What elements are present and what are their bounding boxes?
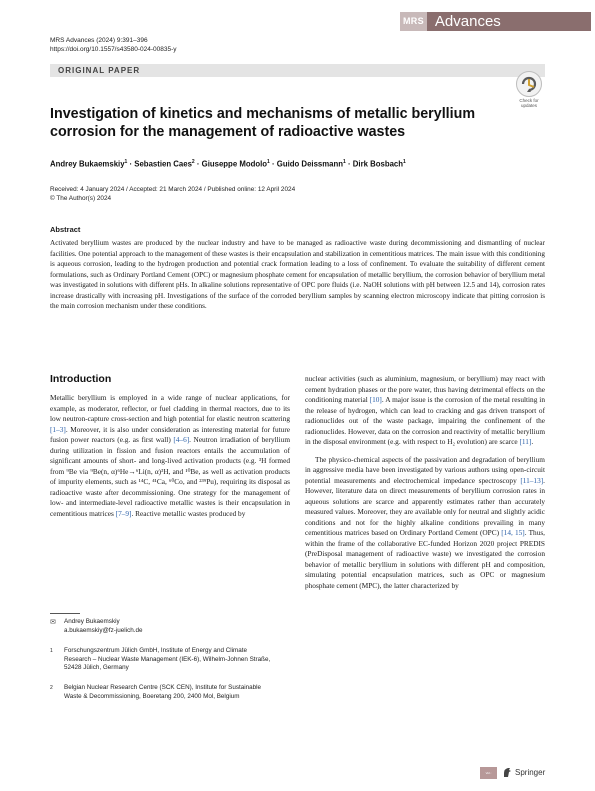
citation-link[interactable]: [7–9] [115,508,132,518]
brand-mrs: MRS [400,12,427,31]
abstract-heading: Abstract [50,225,81,234]
affiliation-text: Forschungszentrum Jülich GmbH, Institute of Energy and Climate Research – Nuclear Waste Management (IEK-6), Wilhelm-Johnen Straße, 52428 Jülich, Germany [64,647,271,671]
paper-title: Investigation of kinetics and mechanisms of metallic beryllium corrosion for the management of radioactive wastes [50,106,476,140]
author-name[interactable]: Sebastien Caes [134,159,192,169]
footnote-divider [50,613,80,614]
paragraph: nuclear activities (such as aluminium, magnesium, or beryllium) may react with cement hydration phases or the pore water, thus having detrimental effects on the conditioning material [10]. A major issue is the corrosion of the metal resulting in the release of hydrogen, which can lead to cracking and gas driven transport of radionuclides out of the waste package, impairing the confinement of the radionuclides. However, data on the corrosion and reactivity of metallic beryllium in the disposal environment (e.g. with respect to H₂ evolution) are scarce [11]. [305,374,545,446]
correspondence [64,618,143,635]
citation-link[interactable]: [14, 15] [501,528,525,537]
author-name[interactable]: Guido Deissmann [276,159,344,169]
doi-link[interactable]: https://doi.org/10.1557/s43580-024-00835-y [50,46,177,53]
journal-brand-logo [400,12,591,31]
copyright: © The Author(s) 2024 [50,194,112,202]
section-tag: ORIGINAL PAPER [58,66,141,75]
check-for-updates-label[interactable]: Check for updates [519,98,539,108]
body-column-left [50,393,290,519]
correspondent-email[interactable]: a.bukaemskiy@fz-juelich.de [64,626,143,634]
publisher-logo [502,766,545,779]
brand-advances: Advances [427,12,591,31]
springer-horse-icon [502,767,512,778]
affiliation-number: 1 [50,648,53,654]
citation-link[interactable]: [1–3] [50,424,66,434]
publisher-name: Springer [515,768,546,777]
author-list: Andrey Bukaemskiy$^1$ · Sebastien Caes$^2$ · Giuseppe Modolo$^1$ · Guido Deissmann$^1$ · Dirk Bosbach$^1$ [50,159,406,169]
citation-link[interactable]: [10] [369,395,382,404]
abstract-text: Activated beryllium wastes are produced by the nuclear industry and have to be managed as radioactive waste during decommissioning and dismantling of nuclear facilities. One potential approach to the management of these wastes is their encapsulation and stabilization in cementitious matrices. The main issue with this conditioning is aqueous corrosion, leading to the hydrogen production and potential crack formation leading to a loss of confinement. To evaluate the suitability of different cement formulations, such as Ordinary Portland Cement (OPC) or magnesium phosphate cement for encapsulation of metallic beryllium, the corrosion behavior of beryllium metal was investigated in solutions with different pHs. In alkaline solutions representative of OPC pore fluids (i.e. NaOH solutions with pH between 12.5 and 14), corrosion rates increase drastically with increasing pH. Investigations of the surface of the corroded beryllium samples by scanning electron microscopy indicate that pitting corrosion is the main corrosion mechanism under these conditions. [50,239,545,310]
introduction-heading: Introduction [50,373,112,385]
author-name[interactable]: Giuseppe Modolo [201,159,268,169]
page-volume-label: Vol.:(0123456789) [480,771,499,787]
author-name[interactable]: Dirk Bosbach [352,159,404,169]
paragraph: Metallic beryllium is employed in a wide range of nuclear applications, for example, as moderator, reflector, or fuel cladding in thermal reactors, due to its low neutron-capture cross-section and high potential for elastic neutron scattering [1–3]. Moreover, it is also under consideration as interesting material for future fusion power reactors (e.g. as first wall) [4–6]. Neutron irradiation of beryllium during utilization in fission and fusion reactors entails the accumulation of significant amounts of short- and long-lived activation products (e.g. ³H formed from ⁹Be via ⁹Be(n, α)⁶He→⁶Li(n, α)³H, and ¹⁰Be, as well as activation products of impurity elements, such as ¹⁴C, ⁴¹Ca, ⁶⁰Co, and ²³⁹Pu), requiring its disposal as radioactive waste after decommissioning. One strategy for the management of low- and intermediate-level radioactive metallic wastes is their encapsulation in cementitious matrices [7–9]. Reactive metallic wastes produced by [50,393,291,518]
body-column-right [305,374,545,591]
affiliation-number: 2 [50,685,53,691]
affiliation-text: Belgian Nuclear Research Centre (SCK CEN), Institute for Sustainable Waste & Decommissioning, Boeretang 200, 2400 Mol, Belgium [64,684,262,700]
journal-citation: MRS Advances (2024) 9:391–396 [50,37,148,44]
correspondent-name: Andrey Bukaemskiy [64,618,120,625]
paragraph: The physico-chemical aspects of the passivation and degradation of beryllium in aggressive media have been investigated by various authors using open-circuit potential measurements and electrochemical impedance spectroscopy [11–13]. However, literature data on direct measurements of beryllium corrosion rates in aqueous solutions are scarce and apparently estimates rather than accurately measured values. Moreover, they are available only for neutral and slightly acidic conditions and not for the highly alkaline conditions prevailing in many cementitious matrices based on Ordinary Portland Cement (OPC) [14, 15]. Thus, within the frame of the collaborative EC-funded Horizon 2020 project PREDIS (PreDisposal management of radioactive waste) we investigated the corrosion behavior of metallic beryllium in solutions with different pH and composition, simulating potential encapsulation matrices, such as OPC or magnesium phosphate cement (MPC), the latter characterized by [305,454,546,590]
check-for-updates-icon[interactable] [515,70,543,98]
citation-link[interactable]: [11] [519,437,532,446]
author-name[interactable]: Andrey Bukaemskiy [50,159,125,169]
publication-dates: Received: 4 January 2024 / Accepted: 21 March 2024 / Published online: 12 April 2024 © The Author(s) 2024 [50,186,296,202]
envelope-icon: ✉ [50,619,56,626]
citation-link[interactable]: [4–6] [173,435,190,444]
citation-link[interactable]: [11–13] [520,475,544,485]
